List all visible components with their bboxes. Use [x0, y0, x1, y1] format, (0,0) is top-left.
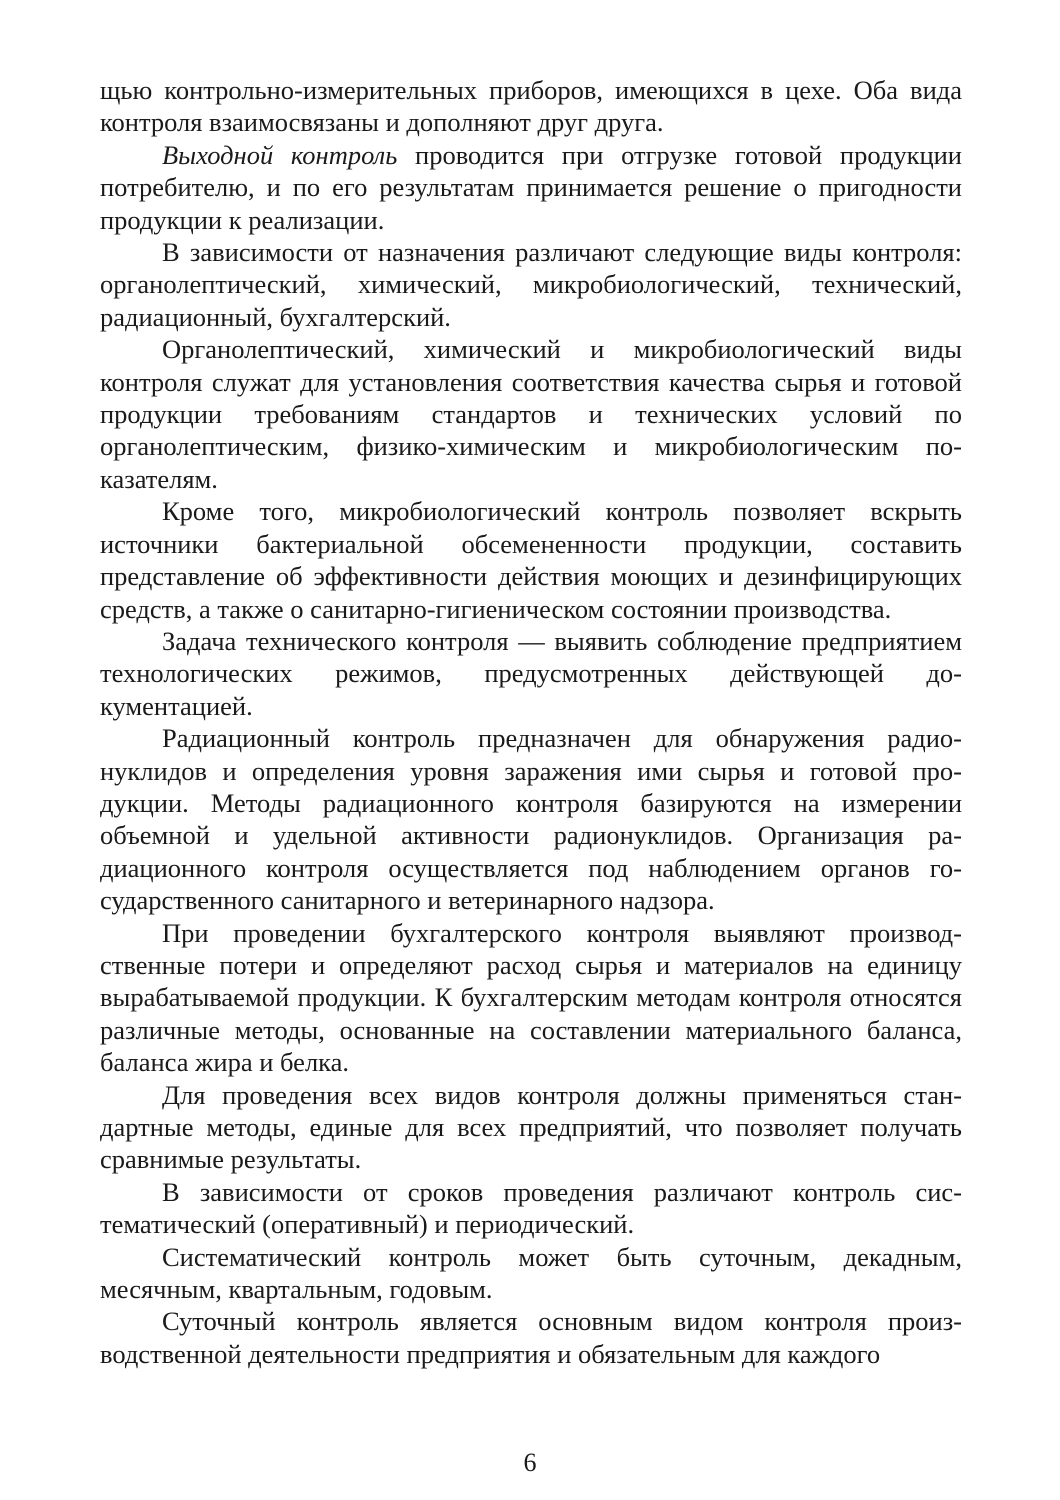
paragraph-standard-methods: Для проведения всех видов контроля должны применяться стандартные методы, единые для всех предприятий, что позволяет получать сравнимые результаты. [100, 1079, 962, 1175]
paragraph-output-control: Выходной контроль проводится при отгрузке готовой продукции потребителю, и по его результатам принимается решение о пригодности продукции к реализации. [100, 139, 962, 235]
paragraph-continuation: щью контрольно-измерительных приборов, имеющихся в цехе. Оба вида контроля взаимосвязаны и дополняют друг друга. [100, 75, 962, 138]
paragraph-control-types: В зависимости от назначения различают следующие виды контроля: органолептический, химический, микробиологический, технический, радиационный, бухгалтерский. [100, 237, 962, 332]
paragraph-systematic: Систематический контроль может быть суточным, декадным, месячным, квартальным, годовым. [100, 1241, 962, 1305]
paragraph-daily: Суточный контроль является основным видом контроля производственной деятельности предприятия и обязательным для каждого [100, 1306, 962, 1369]
paragraph-organoleptic: Органолептический, химический и микробиологический виды контроля служат для установления соответствия качества сырья и готовой продукции требованиям стандартов и технических условий по органолептическим, физико-химическим и микробиологическим показателям. [100, 334, 962, 494]
paragraph-technical: Задача технического контроля — выявить соблюдение предприятием технологических режимов, предусмотренных действующей документацией. [100, 625, 962, 721]
italic-term: Выходной контроль [162, 139, 398, 170]
paragraph-accounting: При проведении бухгалтерского контроля выявляют производственные потери и определяют расход сырья и материалов на единицу вырабатываемой продукции. К бухгалтерским методам контроля относятся различные методы, основанные на составлении материального баланса, баланса жира и белка. [100, 917, 962, 1078]
paragraph-timing: В зависимости от сроков проведения различают контроль систематический (оперативный) и периодический. [100, 1176, 962, 1240]
page-number: 6 [523, 1448, 537, 1477]
page-body [100, 74, 962, 1370]
paragraph-microbiological: Кроме того, микробиологический контроль позволяет вскрыть источники бактериальной обсемененности продукции, составить представление об эффективности действия моющих и дезинфицирующих средств, а также о санитарно-гигиеническом состоянии производства. [100, 496, 962, 624]
paragraph-radiation: Радиационный контроль предназначен для обнаружения радионуклидов и определения уровня заражения ими сырья и готовой продукции. Методы радиационного контроля базируются на измерении объемной и удельной активности радионуклидов. Организация радиационного контроля осуществляется под наблюдением органов государственного санитарного и ветеринарного надзора. [100, 723, 962, 916]
